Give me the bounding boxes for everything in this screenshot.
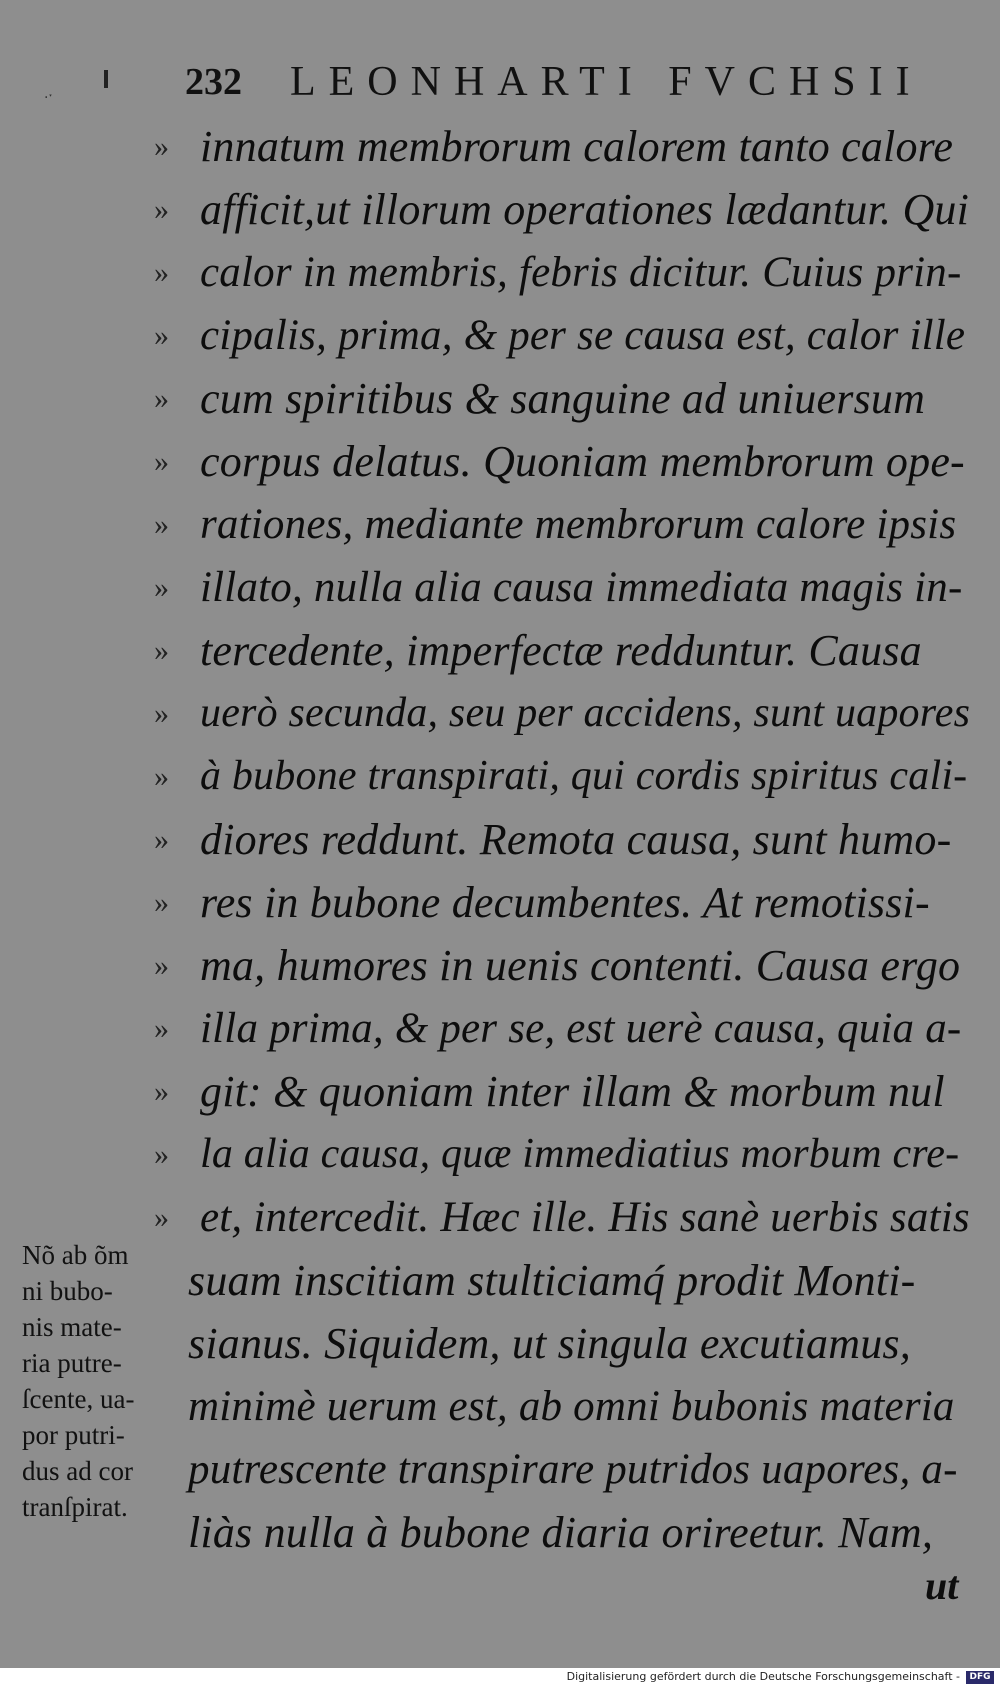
text-line [150, 808, 980, 871]
line-text: calor in membris, febris dicitur. Cuius prin- [200, 249, 962, 296]
line-text: illato, nulla alia causa immediata magis in- [200, 564, 963, 611]
text-line [150, 619, 980, 682]
quotation-marker: » [154, 1201, 169, 1234]
text-line [150, 1123, 980, 1186]
line-text: git: & quoniam inter illam & morbum nul [200, 1067, 945, 1116]
quotation-marker: » [154, 571, 169, 604]
body-text [150, 115, 980, 1564]
line-text: illa prima, & per se, est uerè causa, quia a- [200, 1005, 962, 1052]
line-text: cum spiritibus & sanguine ad uniuersum [200, 374, 926, 423]
line-text: à bubone transpirati, qui cordis spiritus cali- [200, 753, 968, 799]
text-line [150, 745, 980, 808]
footer-bar [0, 1668, 1000, 1687]
line-text: cipalis, prima, & per se causa est, calor ille [200, 312, 966, 359]
quotation-marker: » [154, 760, 169, 793]
text-line [150, 367, 980, 430]
text-line [150, 1501, 980, 1564]
scan-speckle: ·ˑ [44, 90, 54, 106]
quotation-marker: » [154, 1138, 169, 1171]
quotation-marker: » [154, 256, 169, 289]
line-text: la alia causa, quæ immediatius morbum cre- [200, 1131, 960, 1177]
line-text: afficit,ut illorum operationes lædantur. Qui [200, 185, 970, 234]
line-text: rationes, mediante membrorum calore ipsis [200, 501, 957, 548]
text-line [150, 682, 980, 745]
footer-credit: Digitalisierung gefördert durch die Deutsche Forschungsgemeinschaft - [566, 1670, 960, 1683]
line-text: liàs nulla à bubone diaria orireetur. Nam, [188, 1508, 934, 1557]
marginal-note-line: ſcente, ua- [22, 1384, 135, 1414]
text-line [150, 304, 980, 367]
running-title: LEONHARTI FVCHSII [290, 59, 923, 105]
text-line [150, 1438, 980, 1501]
line-text: tercedente, imperfectæ redduntur. Causa [200, 626, 922, 675]
line-text: uerò secunda, seu per accidens, sunt uapores [200, 690, 971, 736]
text-line [150, 1060, 980, 1123]
quotation-marker: » [154, 382, 169, 415]
text-line [150, 1375, 980, 1438]
text-line [150, 1249, 980, 1312]
quotation-marker: » [154, 1075, 169, 1108]
text-line [150, 493, 980, 556]
text-line [150, 1186, 980, 1249]
quotation-marker: » [154, 886, 169, 919]
text-line [150, 934, 980, 997]
catchword: ut [925, 1563, 959, 1608]
quotation-marker: » [154, 193, 169, 226]
text-line [150, 430, 980, 493]
line-text: sianus. Siquidem, ut singula excutiamus, [188, 1319, 911, 1368]
page-number: 232 [185, 61, 242, 103]
line-text: et, intercedit. Hæc ille. His sanè uerbis satis [200, 1194, 970, 1241]
quotation-marker: » [154, 319, 169, 352]
text-line [150, 556, 980, 619]
dfg-logo-icon: DFG [966, 1671, 994, 1684]
text-line [150, 115, 980, 178]
quotation-marker: » [154, 949, 169, 982]
quotation-marker: » [154, 508, 169, 541]
text-line [150, 997, 980, 1060]
line-text: res in bubone decumbentes. At remotissi- [200, 878, 930, 927]
line-text: innatum membrorum calorem tanto calore [200, 122, 954, 171]
line-text: diores reddunt. Remota causa, sunt humo- [200, 815, 952, 864]
page-header [185, 58, 923, 108]
marginal-note-line: ni bubo- [22, 1276, 113, 1306]
line-text: corpus delatus. Quoniam membrorum ope- [200, 437, 965, 486]
marginal-note-line: ria putre- [22, 1348, 122, 1378]
text-line [150, 178, 980, 241]
quotation-marker: » [154, 697, 169, 730]
marginal-note-line: dus ad cor [22, 1456, 133, 1486]
margin-mark [104, 70, 108, 88]
text-line [150, 241, 980, 304]
quotation-marker: » [154, 130, 169, 163]
marginal-note [22, 1237, 192, 1525]
text-line [150, 871, 980, 934]
quotation-marker: » [154, 634, 169, 667]
marginal-note-line: tranſpirat. [22, 1492, 128, 1522]
quotation-marker: » [154, 823, 169, 856]
line-text: ma, humores in uenis contenti. Causa ergo [200, 941, 961, 990]
quotation-marker: » [154, 1012, 169, 1045]
marginal-note-line: por putri- [22, 1420, 125, 1450]
marginal-note-line: Nõ ab õm [22, 1240, 129, 1270]
text-line [150, 1312, 980, 1375]
line-text: suam inscitiam stulticiamq́ prodit Monti- [188, 1256, 916, 1305]
line-text: putrescente transpirare putridos uapores, a- [188, 1446, 958, 1493]
marginal-note-line: nis mate- [22, 1312, 122, 1342]
quotation-marker: » [154, 445, 169, 478]
line-text: minimè uerum est, ab omni bubonis materia [188, 1383, 955, 1430]
